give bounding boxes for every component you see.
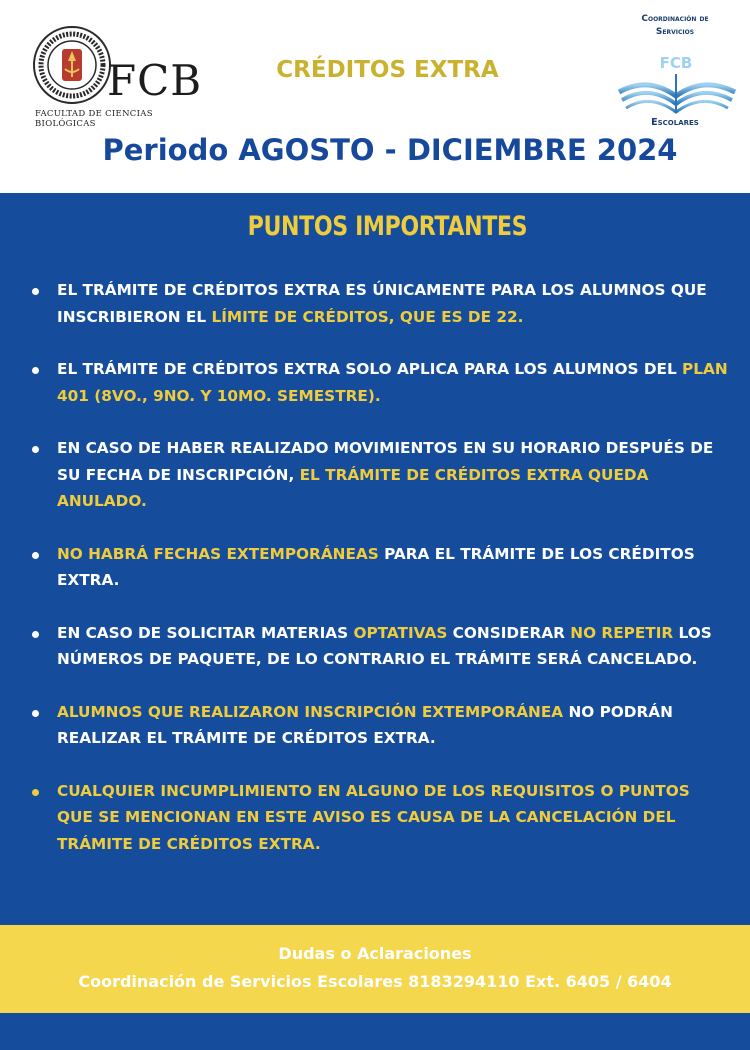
- bullet-text: CONSIDERAR: [447, 623, 571, 642]
- fcb-logo-text: FCB: [107, 56, 203, 105]
- bullet-text: EN CASO DE SOLICITAR MATERIAS: [57, 623, 354, 642]
- bullet-item: [30, 778, 730, 858]
- bullet-highlight-text: NO REPETIR: [570, 623, 674, 642]
- bullet-dot-icon: [32, 552, 39, 559]
- bullet-text: EL TRÁMITE DE CRÉDITOS EXTRA ES ÚNICAMENTE PARA LOS ALUMNOS QUE INSCRIBIERON EL: [57, 281, 707, 326]
- bullet-text: LOS NÚMEROS DE PAQUETE, DE LO CONTRARIO EL TRÁMITE SERÁ CANCELADO.: [57, 623, 712, 668]
- bullet-list: [30, 277, 730, 883]
- bullet-dot-icon: [32, 367, 39, 374]
- bullet-dot-icon: [32, 710, 39, 717]
- header: [0, 0, 750, 192]
- bullet-text: PARA EL TRÁMITE DE LOS CRÉDITOS EXTRA.: [57, 544, 695, 589]
- logo-right-line1: Coordinación de: [641, 14, 709, 24]
- footer-contact: [0, 925, 750, 1013]
- period-subtitle: Periodo AGOSTO - DICIEMBRE 2024: [102, 133, 678, 167]
- page-title: CRÉDITOS EXTRA: [276, 57, 499, 83]
- bullet-highlight-text: NO HABRÁ FECHAS EXTEMPORÁNEAS: [57, 544, 379, 563]
- bottom-band: [0, 1013, 750, 1050]
- bullet-dot-icon: [32, 288, 39, 295]
- bullet-text: NO PODRÁN REALIZAR EL TRÁMITE DE CRÉDITOS EXTRA.: [57, 702, 673, 747]
- bullet-item: [30, 356, 730, 409]
- bullet-highlight-text: LÍMITE DE CRÉDITOS, QUE ES DE 22.: [211, 307, 524, 326]
- bullet-highlight-text: CUALQUIER INCUMPLIMIENTO EN ALGUNO DE LOS REQUISITOS O PUNTOS QUE SE MENCIONAN EN ESTE AVISO ES CAUSA DE LA CANCELACIÓN DEL TRÁMITE DE CRÉDITOS EXTRA.: [57, 781, 690, 853]
- footer-contact-info: Coordinación de Servicios Escolares 8183294110 Ext. 6405 / 6404: [78, 972, 672, 991]
- bullet-highlight-text: OPTATIVAS: [353, 623, 448, 642]
- bullet-item: [30, 620, 730, 673]
- bullet-item: [30, 435, 730, 515]
- bullet-highlight-text: PLAN 401 (8VO., 9NO. Y 10MO. SEMESTRE).: [57, 360, 728, 405]
- servicios-escolares-logo: [612, 10, 742, 130]
- logo-right-title: [612, 13, 738, 39]
- bullet-highlight-text: ALUMNOS QUE REALIZARON INSCRIPCIÓN EXTEMPORÁNEA: [57, 702, 564, 721]
- footer-heading: Dudas o Aclaraciones: [278, 944, 472, 963]
- section-heading: PUNTOS IMPORTANTES: [247, 211, 528, 242]
- bullet-dot-icon: [32, 789, 39, 796]
- logo-right-fcb-text: FCB: [659, 54, 693, 72]
- bullet-dot-icon: [32, 446, 39, 453]
- logo-right-bottom: Escolares: [651, 117, 699, 128]
- open-book-icon: [616, 52, 738, 118]
- bullet-dot-icon: [32, 631, 39, 638]
- bullet-text: EL TRÁMITE DE CRÉDITOS EXTRA SOLO APLICA PARA LOS ALUMNOS DEL: [57, 360, 683, 378]
- fcb-logo-subtitle: FACULTAD DE CIENCIAS BIOLÓGICAS: [35, 109, 153, 129]
- bullet-item: [30, 541, 730, 594]
- bullet-text: EN CASO DE HABER REALIZADO MOVIMIENTOS EN SU HORARIO DESPUÉS DE SU FECHA DE INSCRIPCIÓN,: [57, 439, 714, 484]
- bullet-highlight-text: EL TRÁMITE DE CRÉDITOS EXTRA QUEDA ANULADO.: [57, 465, 649, 510]
- logo-right-line2: Servicios: [655, 27, 695, 37]
- bullet-item: [30, 277, 730, 330]
- important-points-panel: [0, 193, 750, 925]
- bullet-item: [30, 699, 730, 752]
